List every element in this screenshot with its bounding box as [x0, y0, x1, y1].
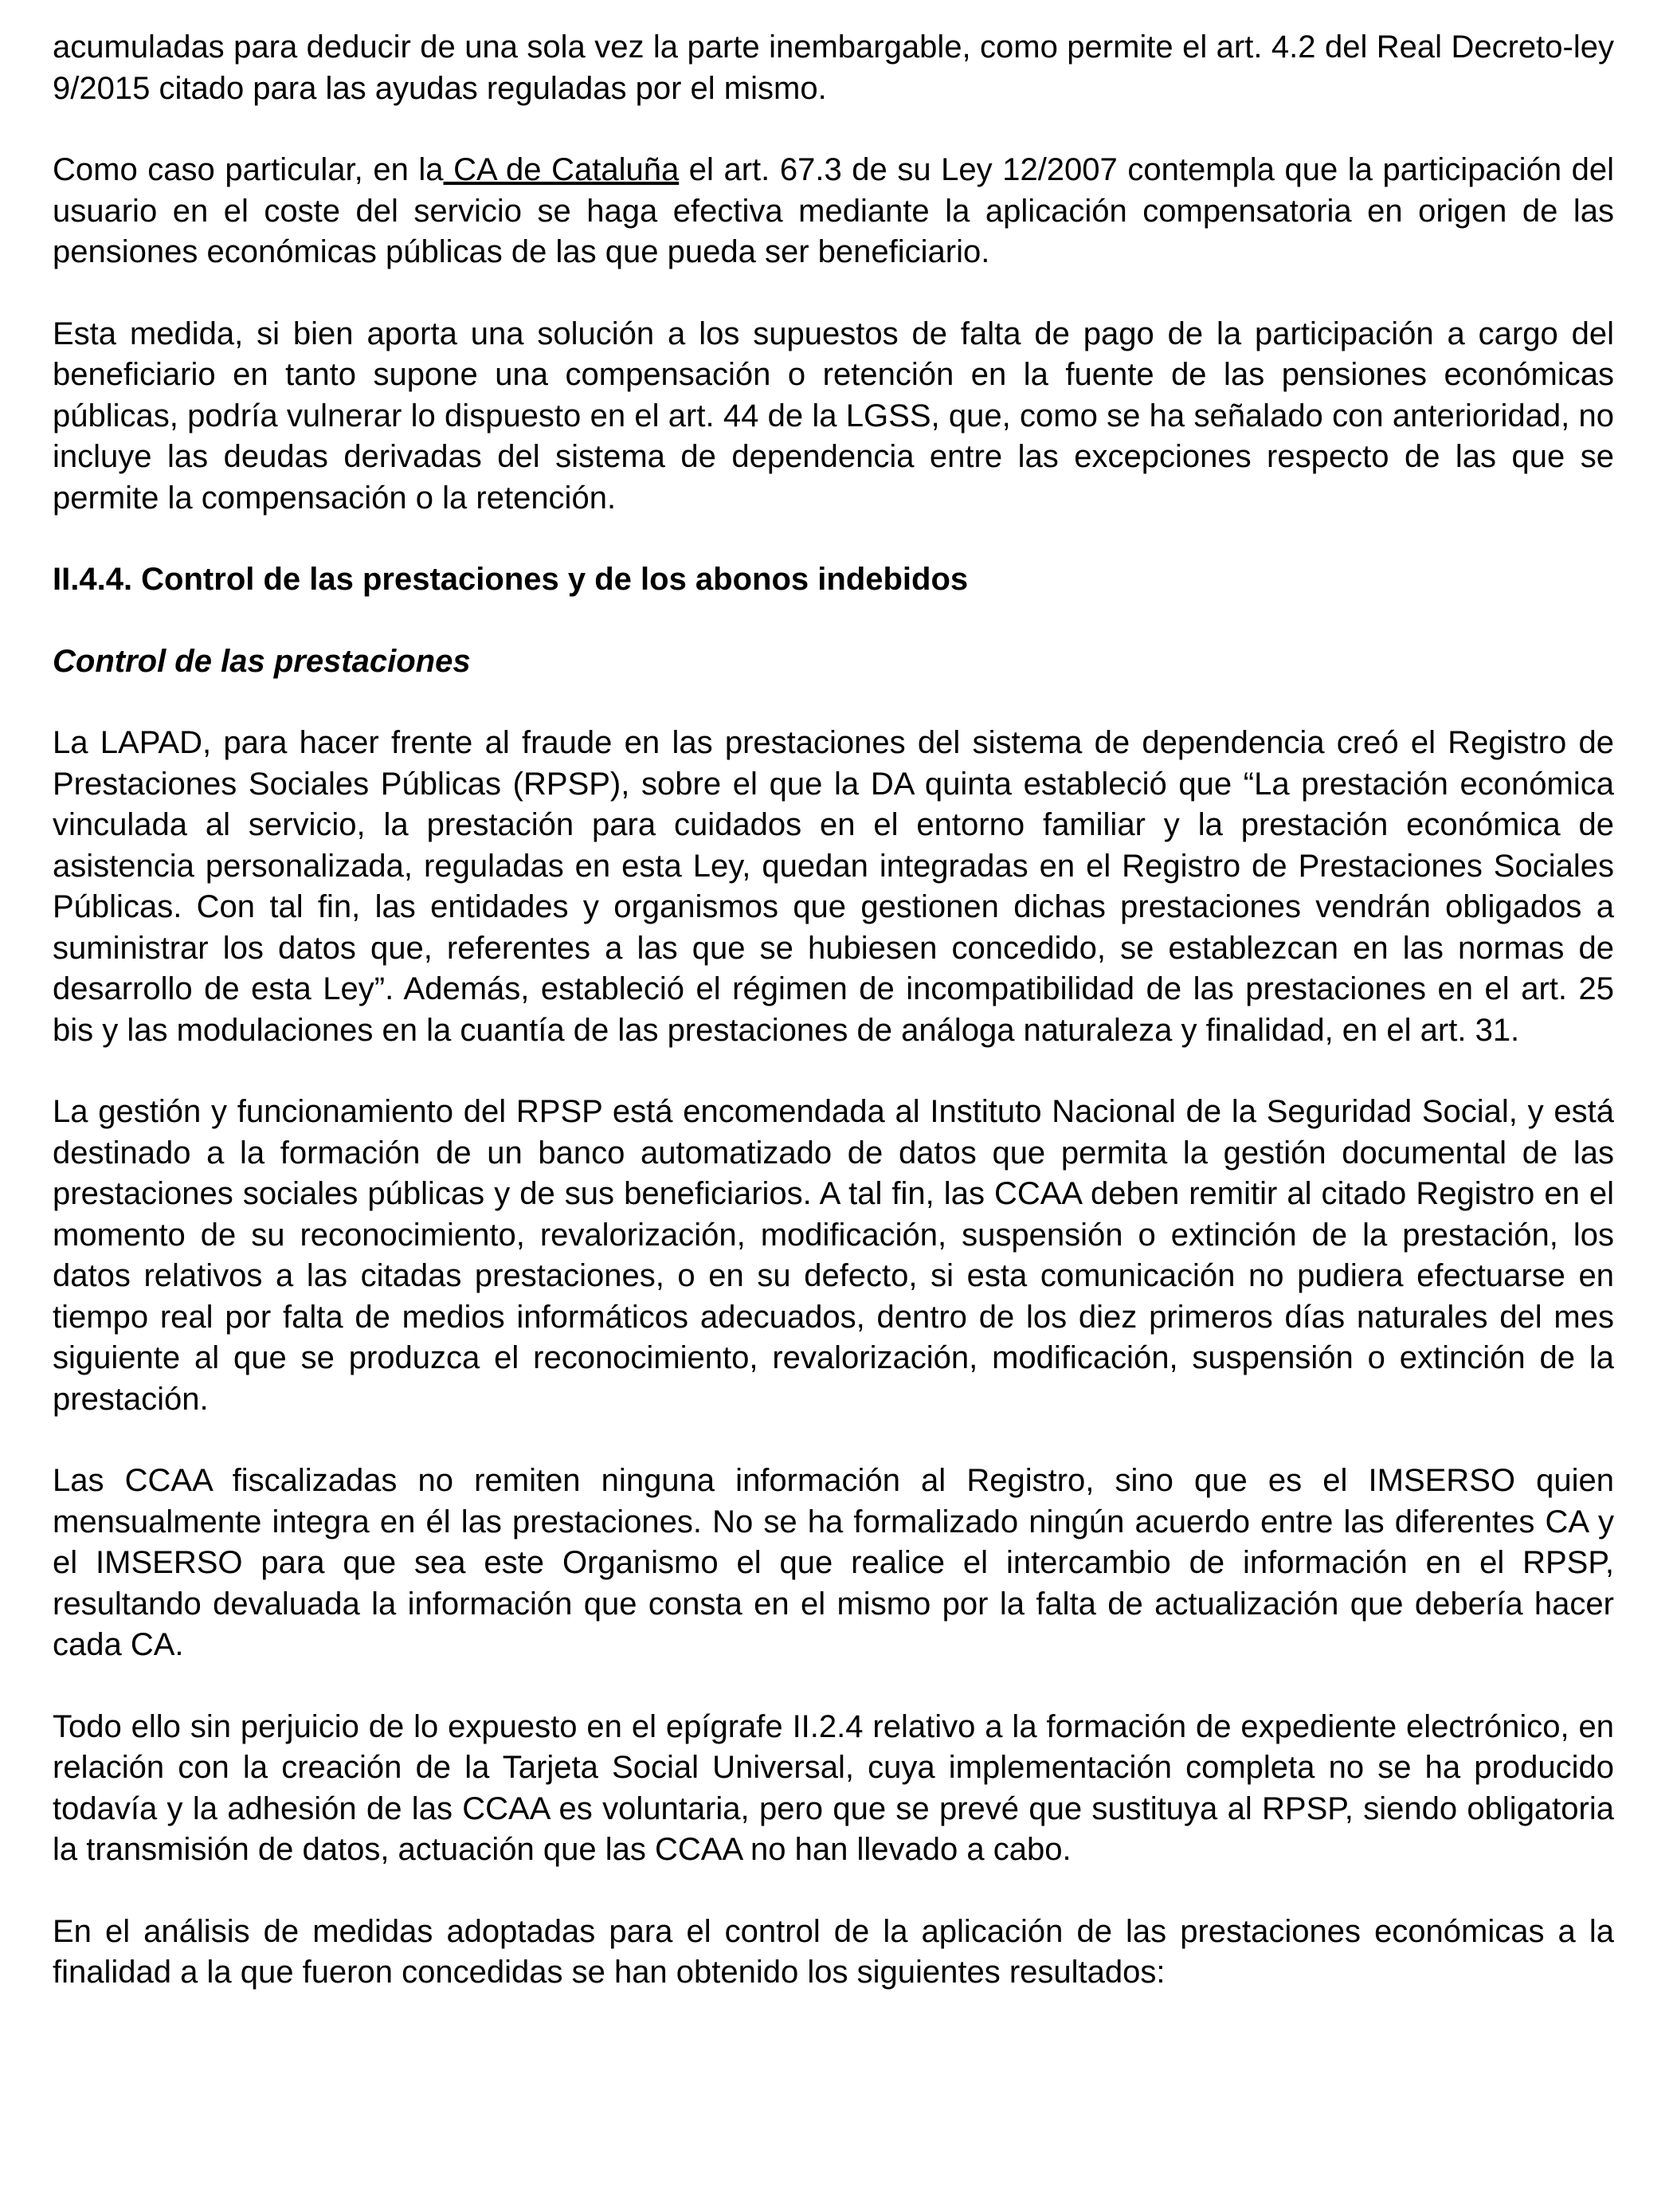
section-heading: II.4.4. Control de las prestaciones y de los abonos indebidos — [53, 562, 969, 597]
paragraph-lapad: La LAPAD, para hacer frente al fraude en las prestaciones del sistema de dependencia creó el Registro de Prestaciones Sociales Públicas (RPSP), sobre el que la DA quinta estableció que “La prestación económica vinculada al servicio, la prestación para cuidados en el entorno familiar y la prestación económica de asistencia personalizada, reguladas en esta Ley, quedan integradas en el Registro de Prestaciones Sociales Públicas. Con tal fin, las entidades y organismos que gestionen dichas prestaciones vendrán obligados a suministrar los datos que, referentes a las que se hubiesen concedido, se establezcan en las normas de desarrollo de esta Ley”. Además, estableció el régimen de incompatibilidad de las prestaciones en el art. 25 bis y las modulaciones en la cuantía de las prestaciones de análoga naturaleza y finalidad, en el art. 31. — [53, 725, 1614, 1048]
paragraph-cataluna-start: Como caso particular, en la — [53, 152, 444, 187]
ca-cataluna-link[interactable]: CA de Cataluña — [443, 152, 680, 187]
paragraph-rpsp-gestion: La gestión y funcionamiento del RPSP está encomendada al Instituto Nacional de la Seguridad Social, y está destinado a la formación de un banco automatizado de datos que permita la gestión documental de las prestaciones sociales públicas y de sus beneficiarios. A tal fin, las CCAA deben remitir al citado Registro en el momento de su reconocimiento, revalorización, modificación, suspensión o extinción de la prestación, los datos relativos a las citadas prestaciones, o en su defecto, si esta comunicación no pudiera efectuarse en tiempo real por falta de medios informáticos adecuados, dentro de los diez primeros días naturales del mes siguiente al que se produzca el reconocimiento, revalorización, modificación, suspensión o extinción de la prestación. — [53, 1094, 1614, 1417]
section-subheading: Control de las prestaciones — [53, 643, 471, 679]
document-page — [53, 27, 1614, 2034]
paragraph-cataluna — [53, 150, 1614, 273]
paragraph-tarjeta-social: Todo ello sin perjuicio de lo expuesto en el epígrafe II.2.4 relativo a la formación de expediente electrónico, en relación con la creación de la Tarjeta Social Universal, cuya implementación completa no se ha producido todavía y la adhesión de las CCAA es voluntaria, pero que se prevé que sustituya al RPSP, siendo obligatoria la transmisión de datos, actuación que las CCAA no han llevado a cabo. — [53, 1708, 1614, 1867]
paragraph-ccaa-fiscalizadas: Las CCAA fiscalizadas no remiten ninguna información al Registro, sino que es el IMSERSO quien mensualmente integra en él las prestaciones. No se ha formalizado ningún acuerdo entre las diferentes CA y el IMSERSO para que sea este Organismo el que realice el intercambio de información en el RPSP, resultando devaluada la información que consta en el mismo por la falta de actualización que debería hacer cada CA. — [53, 1463, 1614, 1662]
paragraph-resultados: En el análisis de medidas adoptadas para el control de la aplicación de las prestaciones económicas a la finalidad a la que fueron concedidas se han obtenido los siguientes resultados: — [53, 1913, 1614, 1990]
paragraph-inembargable: acumuladas para deducir de una sola vez la parte inembargable, como permite el art. 4.2 del Real Decreto-ley 9/2015 citado para las ayudas reguladas por el mismo. — [53, 29, 1614, 106]
paragraph-cataluna-end: el art. 67.3 de su Ley 12/2007 contempla que la participación del usuario en el coste del servicio se haga efectiva mediante la aplicación compensatoria en origen de las pensiones económicas públicas de las que pueda ser beneficiario. — [53, 152, 1615, 269]
paragraph-medida: Esta medida, si bien aporta una solución a los supuestos de falta de pago de la participación a cargo del beneficiario en tanto supone una compensación o retención en la fuente de las pensiones económicas públicas, podría vulnerar lo dispuesto en el art. 44 de la LGSS, que, como se ha señalado con anterioridad, no incluye las deudas derivadas del sistema de dependencia entre las excepciones respecto de las que se permite la compensación o la retención. — [53, 316, 1614, 516]
